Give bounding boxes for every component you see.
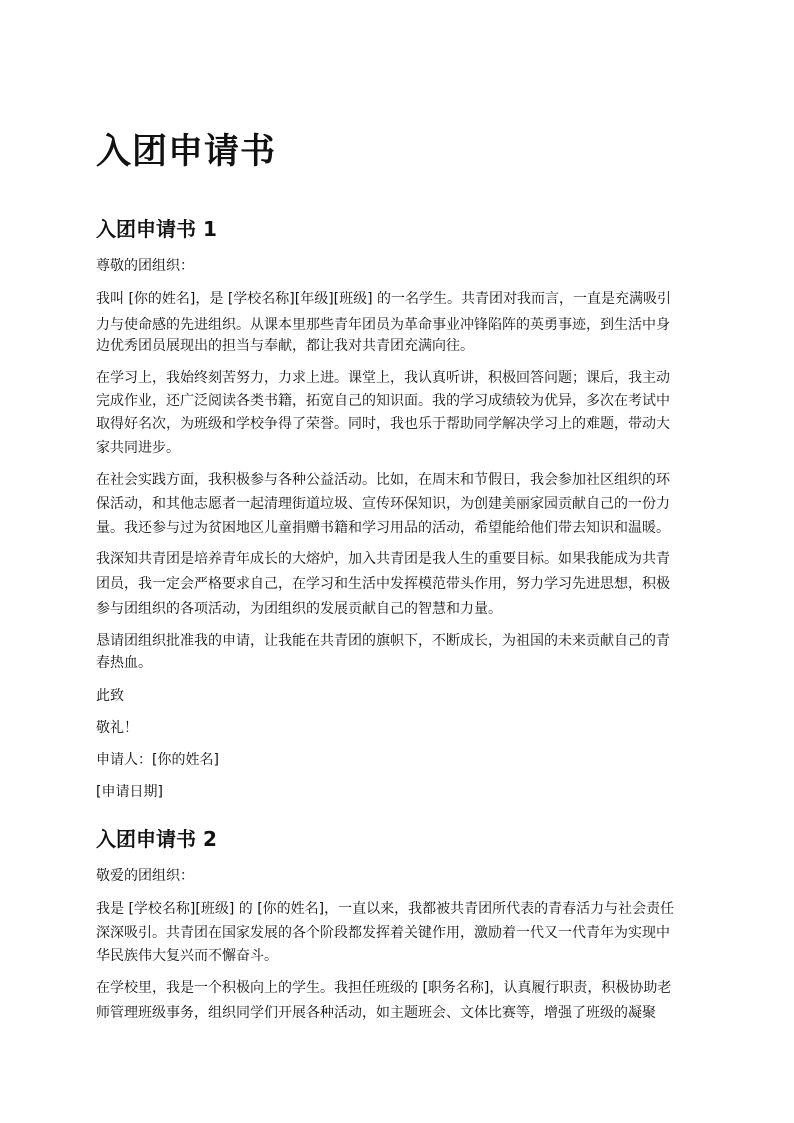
paragraph-line: 恳请团组织批准我的申请，让我能在共青团的旗帜下，不断成长，为祖国的未来贡献自己的青 <box>96 633 670 649</box>
paragraph-line: 在学习上，我始终刻苦努力，力求上进。课堂上，我认真听讲，积极回答问题；课后，我主动 <box>96 370 670 386</box>
date-line: [申请日期] <box>96 784 163 800</box>
paragraph-line: 边优秀团员展现出的担当与奉献，都让我对共青团充满向往。 <box>96 338 474 354</box>
paragraph-line: 我是 [学校名称][班级] 的 [你的姓名]，一直以来，我都被共青团所代表的青春活力与社会责任 <box>96 901 675 917</box>
paragraph-line: 参与团组织的各项活动，为团组织的发展贡献自己的智慧和力量。 <box>96 601 502 617</box>
closing-line: 此致 <box>96 688 124 704</box>
paragraph-line: 在学校里，我是一个积极向上的学生。我担任班级的 [职务名称]，认真履行职责，积极协助老 <box>96 980 672 996</box>
salutation: 尊敬的团组织： <box>96 258 194 274</box>
salutation: 敬爱的团组织： <box>96 868 194 884</box>
paragraph-line: 在社会实践方面，我积极参与各种公益活动。比如，在周末和节假日，我会参加社区组织的环 <box>96 472 670 488</box>
paragraph-line: 保活动，和其他志愿者一起清理街道垃圾、宣传环保知识，为创建美丽家园贡献自己的一份力 <box>96 496 670 512</box>
paragraph-line: 我叫 [你的姓名]，是 [学校名称][年级][班级] 的一名学生。共青团对我而言，一直是充满吸引 <box>96 291 672 307</box>
regards-line: 敬礼！ <box>96 720 138 736</box>
paragraph-line: 家共同进步。 <box>96 440 180 456</box>
section-heading-2: 入团申请书 2 <box>96 827 217 851</box>
paragraph-line: 师管理班级事务，组织同学们开展各种活动，如主题班会、文体比赛等，增强了班级的凝聚 <box>96 1005 656 1021</box>
paragraph-line: 深深吸引。共青团在国家发展的各个阶段都发挥着关键作用，激励着一代又一代青年为实现中 <box>96 925 670 941</box>
paragraph-line: 华民族伟大复兴而不懈奋斗。 <box>96 948 278 964</box>
paragraph-line: 力与使命感的先进组织。从课本里那些青年团员为革命事业冲锋陷阵的英勇事迹，到生活中身 <box>96 317 670 333</box>
paragraph-line: 我深知共青团是培养青年成长的大熔炉，加入共青团是我人生的重要目标。如果我能成为共青 <box>96 551 670 567</box>
paragraph-line: 完成作业，还广泛阅读各类书籍，拓宽自己的知识面。我的学习成绩较为优异，多次在考试中 <box>96 393 670 409</box>
paragraph-line: 量。我还参与过为贫困地区儿童捐赠书籍和学习用品的活动，希望能给他们带去知识和温暖。 <box>96 520 670 536</box>
paragraph-line: 春热血。 <box>96 655 152 671</box>
paragraph-line: 团员，我一定会严格要求自己，在学习和生活中发挥模范带头作用，努力学习先进思想，积极 <box>96 576 670 592</box>
document-title: 入团申请书 <box>96 132 277 172</box>
paragraph-line: 取得好名次，为班级和学校争得了荣誉。同时，我也乐于帮助同学解决学习上的难题，带动大 <box>96 416 670 432</box>
applicant-line: 申请人：[你的姓名] <box>96 752 219 768</box>
section-heading-1: 入团申请书 1 <box>96 217 217 241</box>
